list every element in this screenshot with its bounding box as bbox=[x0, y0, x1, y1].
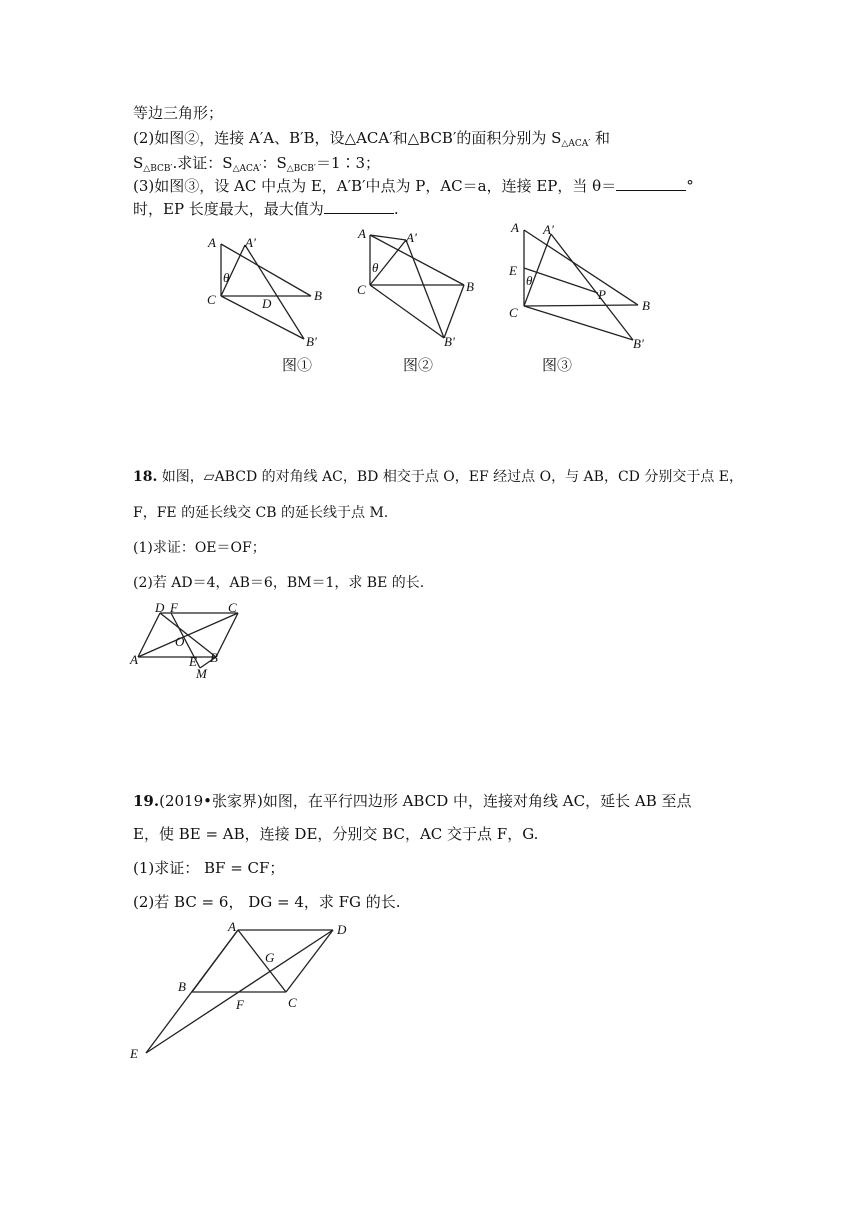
q18-label-a: A bbox=[130, 652, 138, 667]
fig2-label-theta: θ bbox=[372, 260, 379, 275]
fig2-label-a: A bbox=[358, 226, 366, 241]
q19-number: 19. bbox=[133, 792, 160, 810]
q18-label-d: D bbox=[155, 600, 165, 615]
figure-3 bbox=[505, 220, 665, 350]
fig1-label-a: A bbox=[208, 235, 216, 250]
q19-label-e: E bbox=[130, 1046, 138, 1061]
q19-part2: (2)若 BC = 6， DG = 4，求 FG 的长. bbox=[133, 893, 401, 911]
fig3-label-p: P bbox=[598, 287, 606, 302]
fig1-label-b: B bbox=[314, 288, 322, 303]
q19-label-c: C bbox=[288, 995, 297, 1010]
fig2-label-b: B bbox=[466, 279, 474, 294]
answer-blank-max[interactable] bbox=[324, 199, 394, 214]
fig2-caption: 图② bbox=[403, 356, 434, 374]
fig2-label-a-prime: A' bbox=[406, 230, 417, 245]
fig3-caption: 图③ bbox=[542, 356, 573, 374]
q18-part1: (1)求证：OE＝OF； bbox=[133, 540, 266, 556]
q17-part2-line2: $S_{\triangle BCB'}$.求证：$S_{\triangle ACA'}$：$S_{\triangle BCB'}=1∶3$； bbox=[133, 154, 381, 174]
q18-line2: F，FE 的延长线交 CB 的延长线于点 M. bbox=[133, 505, 389, 521]
figure-q18 bbox=[128, 600, 248, 685]
q18-label-o: O bbox=[175, 634, 185, 649]
answer-blank-theta[interactable] bbox=[616, 176, 686, 191]
fig1-caption: 图① bbox=[282, 356, 313, 374]
q18-label-b: B bbox=[210, 650, 218, 665]
fig1-label-c: C bbox=[207, 292, 216, 307]
fig1-label-theta: θ bbox=[223, 270, 230, 285]
fig3-label-a: A bbox=[511, 220, 519, 235]
q18-label-e: E bbox=[189, 654, 197, 669]
fig3-label-theta: θ bbox=[526, 273, 533, 288]
q17-part2-line1: (2)如图②，连接 A′A、B′B，设△ACA′和△BCB′的面积分别为 $S_{\triangle ACA'}$ 和 bbox=[133, 129, 611, 149]
q17-part3-line2: 时，EP 长度最大，最大值为 . bbox=[133, 200, 399, 218]
fig2-label-c: C bbox=[357, 282, 366, 297]
q19-part1: (1)求证： BF = CF； bbox=[133, 859, 285, 877]
q18-number: 18. bbox=[133, 469, 158, 485]
q19-label-a: A bbox=[228, 919, 236, 934]
q19-label-d: D bbox=[337, 922, 347, 937]
fig3-label-b-prime: B' bbox=[633, 336, 644, 351]
fig3-label-e: E bbox=[509, 263, 517, 278]
fig1-label-d: D bbox=[262, 296, 272, 311]
q19-label-f: F bbox=[236, 997, 244, 1012]
q19-line2: E，使 BE = AB，连接 DE，分别交 BC，AC 交于点 F，G. bbox=[133, 825, 539, 843]
q18-label-c: C bbox=[228, 600, 237, 615]
fig3-label-b: B bbox=[642, 298, 650, 313]
fig1-label-a-prime: A' bbox=[245, 235, 256, 250]
fig2-label-b-prime: B' bbox=[444, 334, 455, 349]
q17-line1: 等边三角形； bbox=[133, 104, 224, 122]
q19-label-b: B bbox=[178, 979, 186, 994]
figure-q19 bbox=[128, 918, 368, 1068]
q17-part3-line1: (3)如图③，设 AC 中点为 E，A′B′中点为 P，AC＝a，连接 EP，当 θ＝ ° bbox=[133, 177, 694, 195]
q18-label-f: F bbox=[170, 600, 178, 615]
q18-label-m: M bbox=[196, 666, 207, 681]
figure-2 bbox=[356, 225, 486, 350]
fig3-label-a-prime: A' bbox=[543, 222, 554, 237]
figure-1 bbox=[205, 232, 330, 352]
q19-label-g: G bbox=[265, 950, 275, 965]
q18-line1: 18. 如图，▱ABCD 的对角线 AC，BD 相交于点 O，EF 经过点 O，与 AB，CD 分别交于点 E， bbox=[133, 469, 743, 485]
fig1-label-b-prime: B' bbox=[306, 334, 317, 349]
q18-part2: (2)若 AD＝4，AB＝6，BM＝1，求 BE 的长. bbox=[133, 575, 425, 591]
q19-line1: 19.(2019•张家界)如图，在平行四边形 ABCD 中，连接对角线 AC，延长 AB 至点 bbox=[133, 792, 692, 810]
fig3-label-c: C bbox=[509, 305, 518, 320]
